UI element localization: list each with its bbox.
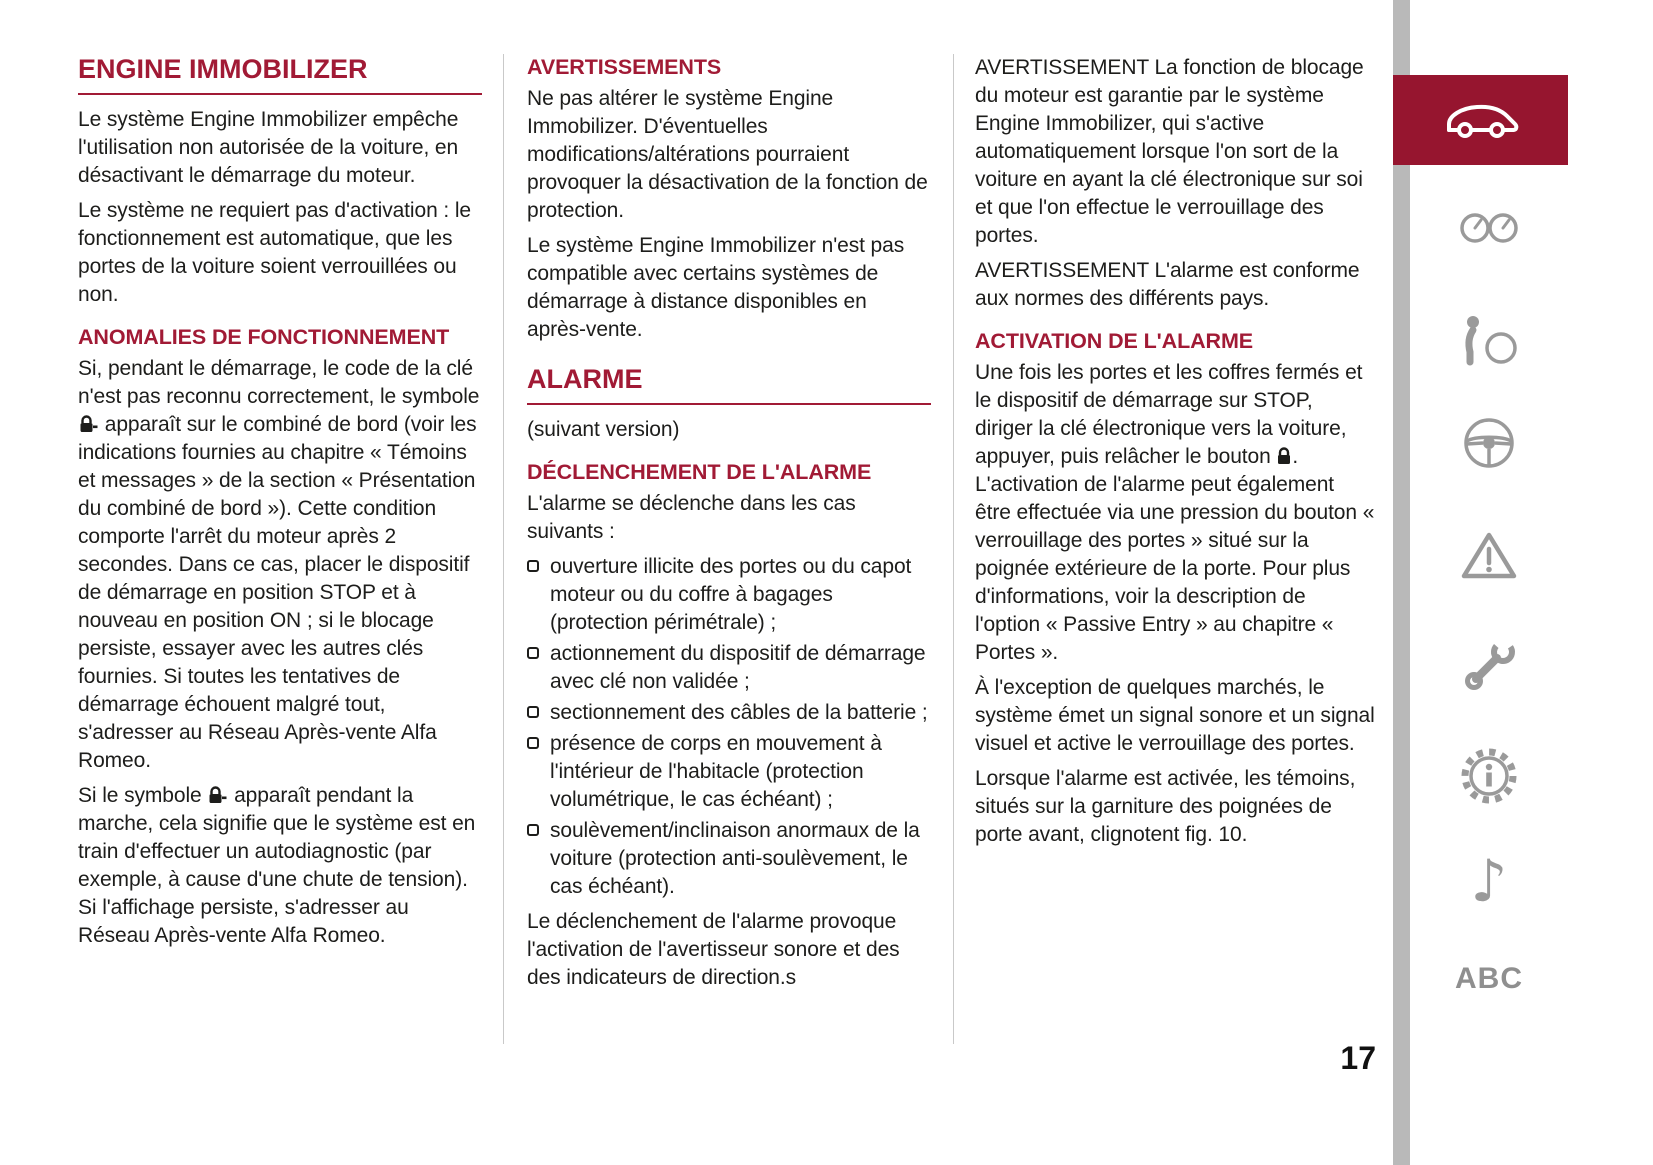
subheading-activation: ACTIVATION DE L'ALARME (975, 329, 1254, 353)
text-run: . L'activation de l'alarme peut également être effectuée via une pression du bouton « verrouillage des portes » situé sur la poignée extérieure de la porte. Pour plus d'informations, voir la description de l'option « Passive Entry » au chapitre « Portes ». (975, 445, 1375, 664)
column-divider-1 (503, 54, 504, 1044)
paragraph: Le système Engine Immobilizer n'est pas compatible avec certains systèmes de démarrage à distance disponibles en après-vente. (527, 234, 905, 341)
alarm-trigger-list (527, 553, 931, 901)
sidebar-item-emergency[interactable] (1410, 530, 1568, 582)
paragraph-with-symbol (78, 355, 482, 775)
airbag-safety-icon (1460, 313, 1518, 367)
paragraph: Le système Engine Immobilizer empêche l'utilisation non autorisée de la voiture, en désactivant le démarrage du moteur. (78, 108, 459, 187)
technical-info-gear-icon (1459, 746, 1519, 806)
list-item (527, 730, 931, 814)
version-note: (suivant version) (527, 418, 680, 441)
paragraph: Ne pas altérer le système Engine Immobilizer. D'éventuelles modifications/altérations pourraient provoquer la désactivation de la fonction de protection. (527, 87, 928, 222)
sidebar-item-maintenance[interactable] (1410, 638, 1568, 694)
square-bullet-icon (527, 560, 539, 572)
abc-label: ABC (1455, 962, 1523, 995)
subheading-declenchement: DÉCLENCHEMENT DE L'ALARME (527, 460, 872, 484)
list-item (527, 699, 931, 727)
immobilizer-warning-icon (207, 786, 228, 805)
immobilizer-warning-icon (78, 413, 99, 436)
list-item (527, 553, 931, 637)
sidebar-tab-vehicle-active[interactable] (1393, 75, 1568, 165)
column-engine-immobilizer (78, 54, 482, 957)
lock-button-icon (1276, 445, 1292, 468)
paragraph-with-symbol (78, 782, 482, 950)
column-alarme (527, 54, 931, 999)
paragraph: Le déclenchement de l'alarme provoque l'activation de l'avertisseur sonore et des des indicateurs de direction.s (527, 910, 900, 989)
sidebar-item-instrument-cluster[interactable] (1410, 205, 1568, 251)
sidebar-item-driving[interactable] (1410, 416, 1568, 470)
paragraph: L'alarme se déclenche dans les cas suivants : (527, 492, 856, 543)
paragraph: Le système ne requiert pas d'activation : le fonctionnement est automatique, que les portes de la voiture soient verrouillées ou non. (78, 199, 471, 306)
list-item-text: soulèvement/inclinaison anormaux de la voiture (protection anti-soulèvement, le cas échéant). (550, 819, 920, 898)
page-number: 17 (1340, 1040, 1376, 1076)
subheading-avertissements: AVERTISSEMENTS (527, 55, 722, 79)
immobilizer-warning-icon (78, 415, 99, 434)
sidebar-item-multimedia[interactable] (1410, 847, 1568, 915)
square-bullet-icon (527, 824, 539, 836)
list-item-text: ouverture illicite des portes ou du capot moteur ou du coffre à bagages (protection périmétrale) ; (550, 555, 912, 634)
steering-wheel-icon (1462, 416, 1516, 470)
list-item-text: actionnement du dispositif de démarrage avec clé non validée ; (550, 642, 926, 693)
sidebar-strip (1393, 0, 1410, 1165)
paragraph: À l'exception de quelques marchés, le système émet un signal sonore et un signal visuel et active le verrouillage des portes. (975, 676, 1375, 755)
column-divider-2 (953, 54, 954, 1044)
subheading-anomalies: ANOMALIES DE FONCTIONNEMENT (78, 325, 450, 349)
section-heading-engine-immobilizer: ENGINE IMMOBILIZER (78, 54, 482, 95)
section-heading-alarme: ALARME (527, 364, 931, 405)
text-run: Si le symbole (78, 784, 208, 807)
warning-triangle-icon (1460, 530, 1518, 582)
text-run: apparaît pendant la marche, cela signifie que le système est en train d'effectuer un autodiagnostic (par exemple, à cause d'une chute de tension). Si l'affichage persiste, s'adresser au Réseau Après-vente Alfa Romeo. (78, 784, 476, 947)
list-item-text: sectionnement des câbles de la batterie ; (550, 701, 928, 724)
sidebar-item-index[interactable] (1410, 962, 1568, 996)
lock-button-icon (1276, 447, 1292, 466)
text-run: apparaît sur le combiné de bord (voir les indications fournies au chapitre « Témoins et messages » de la section « Présentation du combiné de bord »). Cette condition comporte l'arrêt du moteur après 2 secondes. Dans ce cas, placer le dispositif de démarrage en position STOP et à nouveau en position ON ; si le blocage persiste, essayer avec les autres clés fournies. Si toutes les tentatives de démarrage échouent malgré tout, s'adresser au Réseau Après-vente Alfa Romeo. (78, 413, 477, 772)
text-run: Si, pendant le démarrage, le code de la clé n'est pas reconnu correctement, le symbole (78, 357, 480, 408)
paragraph: AVERTISSEMENT La fonction de blocage du moteur est garantie par le système Engine Immobilizer, qui s'active automatiquement lorsque l'on sort de la voiture en ayant la clé électronique sur soi et que l'on effectue le verrouillage des portes. (975, 56, 1364, 247)
music-note-icon: ♪ (1470, 847, 1508, 915)
text-run: Une fois les portes et les coffres fermés et le dispositif de démarrage sur STOP, diriger la clé électronique vers la voiture, appuyer, puis relâcher le bouton (975, 361, 1363, 468)
paragraph-with-symbol (975, 359, 1375, 667)
instrument-cluster-icon (1458, 205, 1520, 251)
car-icon (1439, 98, 1523, 142)
square-bullet-icon (527, 737, 539, 749)
sidebar-item-safety[interactable] (1410, 313, 1568, 367)
list-item (527, 817, 931, 901)
column-activation (975, 54, 1375, 856)
list-item-text: présence de corps en mouvement à l'intérieur de l'habitacle (protection volumétrique, le cas échéant) ; (550, 732, 882, 811)
square-bullet-icon (527, 706, 539, 718)
sidebar-item-technical-data[interactable] (1410, 746, 1568, 806)
wrench-icon (1461, 638, 1517, 694)
paragraph: AVERTISSEMENT L'alarme est conforme aux normes des différents pays. (975, 259, 1360, 310)
square-bullet-icon (527, 647, 539, 659)
paragraph: Lorsque l'alarme est activée, les témoins, situés sur la garniture des poignées de porte avant, clignotent fig. 10. (975, 767, 1356, 846)
list-item (527, 640, 931, 696)
immobilizer-warning-icon (207, 784, 228, 807)
